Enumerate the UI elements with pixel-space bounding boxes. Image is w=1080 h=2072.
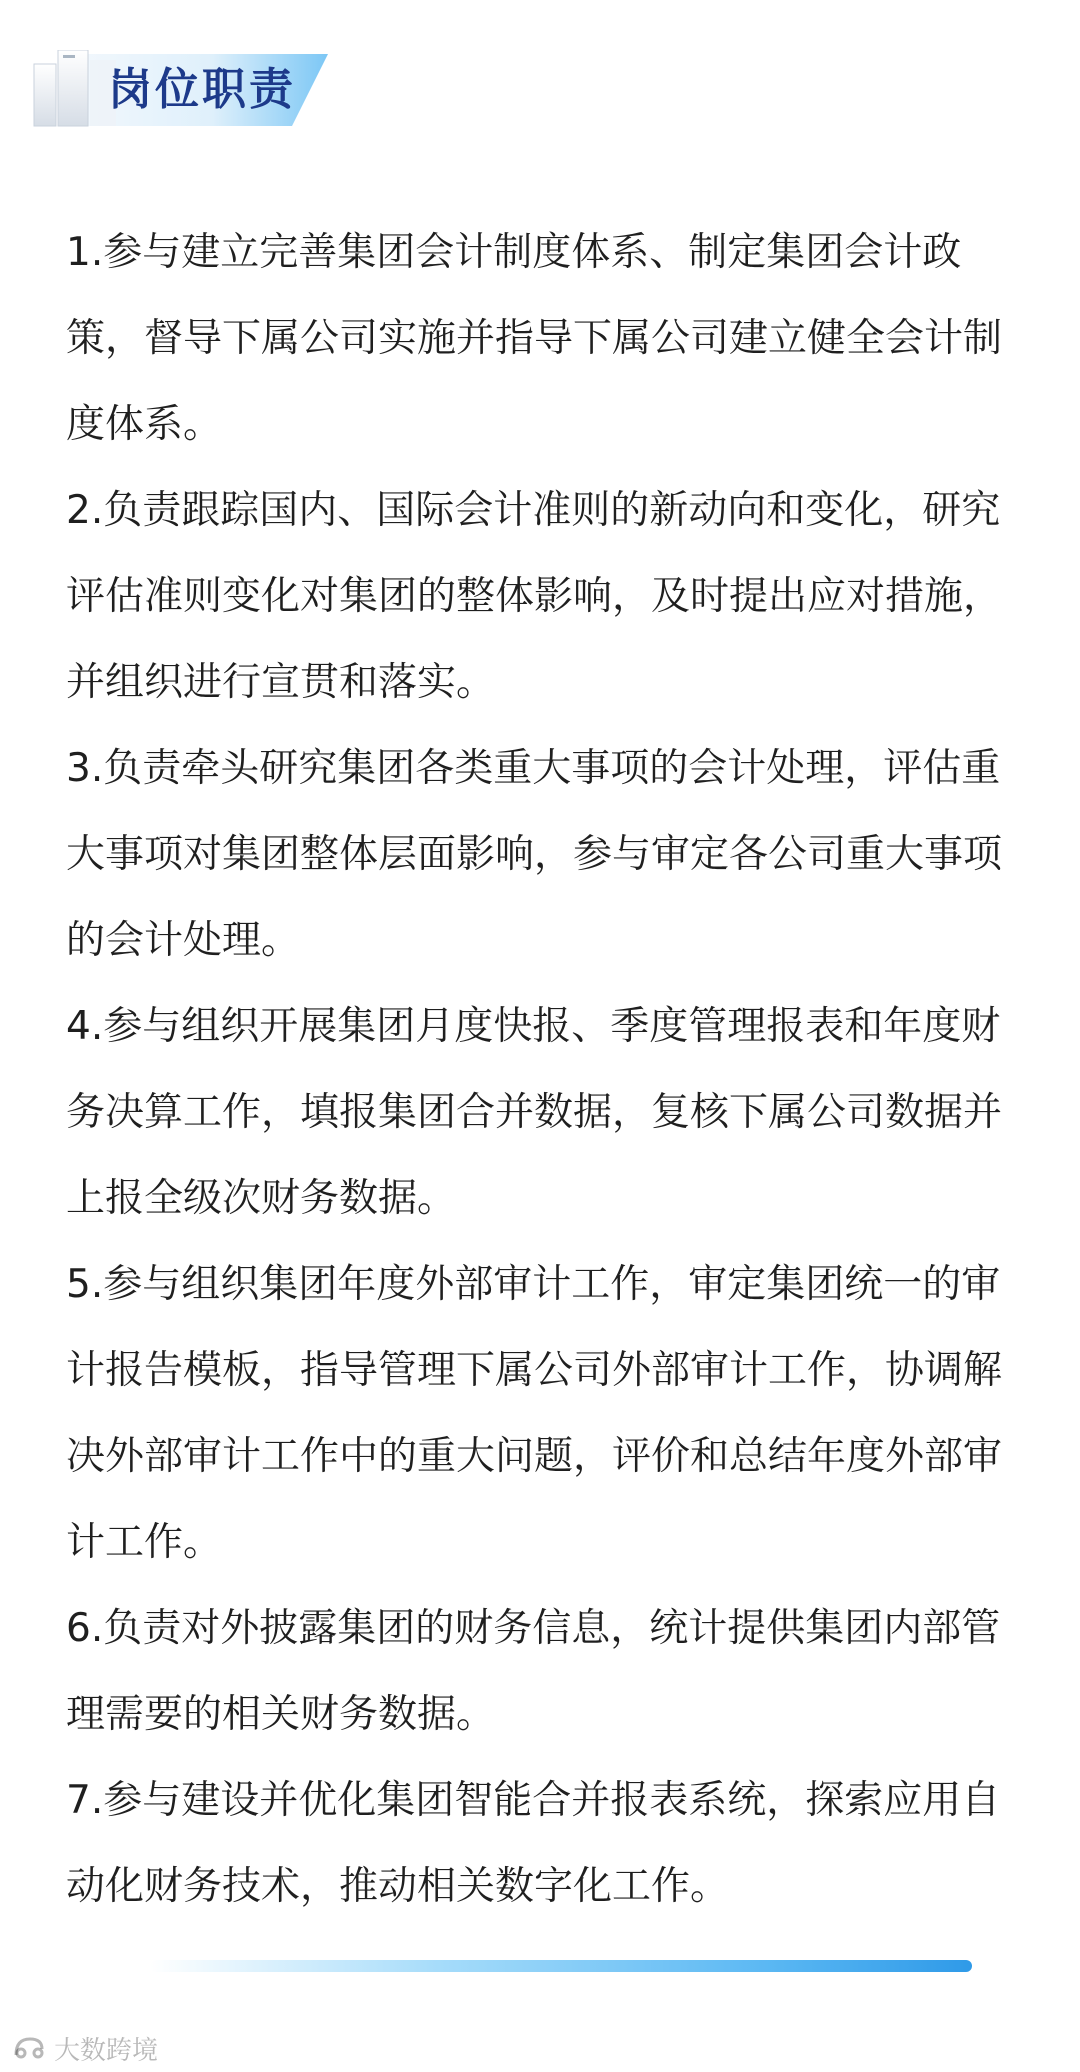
duty-item-7: 7.参与建设并优化集团智能合并报表系统，探索应用自动化财务技术，推动相关数字化工作。 bbox=[66, 1778, 1001, 1909]
brand-logo-icon bbox=[12, 2033, 48, 2063]
duty-item-3: 3.负责牵头研究集团各类重大事项的会计处理，评估重大事项对集团整体层面影响，参与审定各公司重大事项的会计处理。 bbox=[66, 746, 1003, 963]
duties-list bbox=[66, 210, 1026, 1930]
section-title: 岗位职责 bbox=[108, 64, 296, 115]
duty-item-2: 2.负责跟踪国内、国际会计准则的新动向和变化，研究评估准则变化对集团的整体影响，及时提出应对措施，并组织进行宣贯和落实。 bbox=[66, 488, 1003, 705]
section-header-banner bbox=[30, 50, 330, 130]
duty-item-1: 1.参与建立完善集团会计制度体系、制定集团会计政策，督导下属公司实施并指导下属公司建立健全会计制度体系。 bbox=[66, 230, 1003, 447]
duty-item-6: 6.负责对外披露集团的财务信息，统计提供集团内部管理需要的相关财务数据。 bbox=[66, 1606, 1001, 1737]
watermark bbox=[12, 2028, 158, 2068]
duty-item-4: 4.参与组织开展集团月度快报、季度管理报表和年度财务决算工作，填报集团合并数据，复核下属公司数据并上报全级次财务数据。 bbox=[66, 1004, 1003, 1221]
footer-accent-bar bbox=[150, 1960, 972, 1972]
watermark-text: 大数跨境 bbox=[54, 2035, 159, 2066]
duty-item-5: 5.参与组织集团年度外部审计工作，审定集团统一的审计报告模板，指导管理下属公司外部审计工作，协调解决外部审计工作中的重大问题，评价和总结年度外部审计工作。 bbox=[66, 1262, 1003, 1565]
